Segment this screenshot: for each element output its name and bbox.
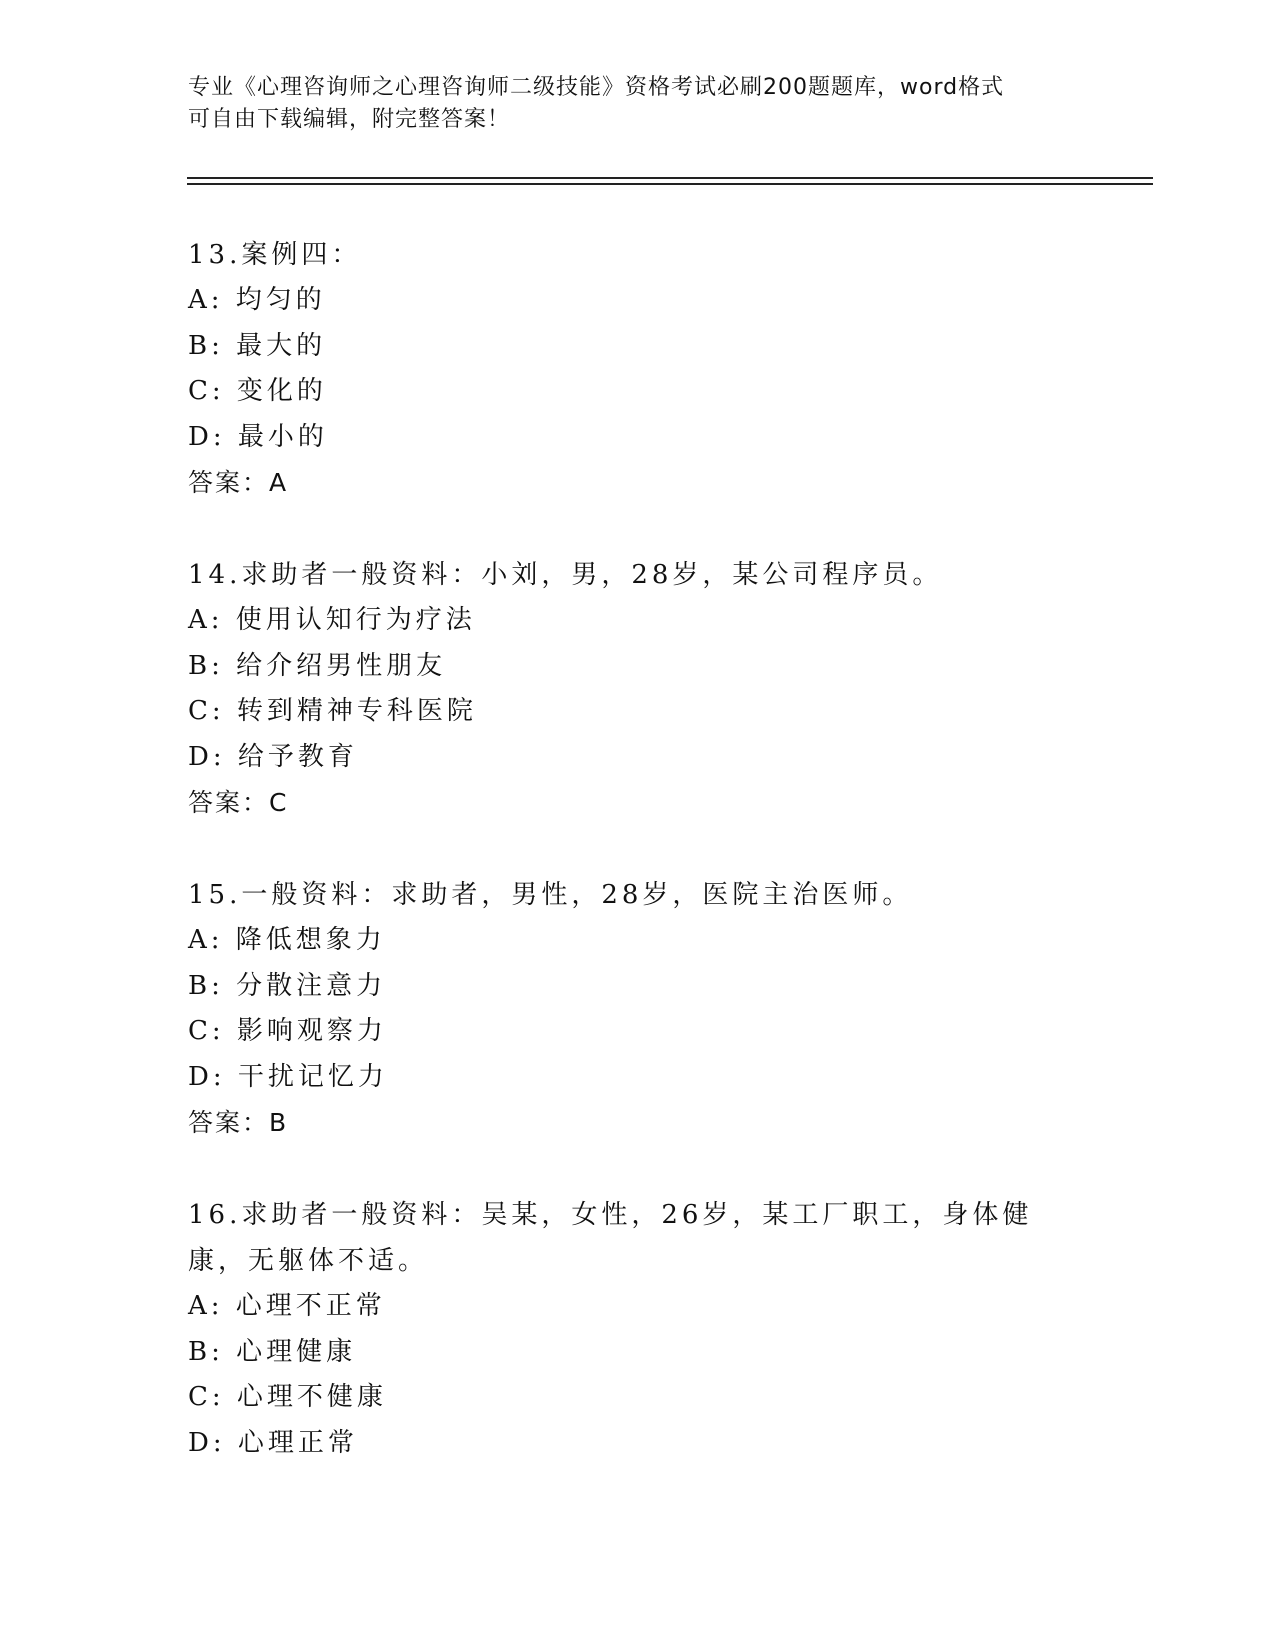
option-d: D: 最小的 — [188, 421, 328, 452]
option-c: C: 转到精神专科医院 — [188, 696, 477, 726]
question-stem: 14.求助者一般资料：小刘，男，28岁，某公司程序员。 — [188, 560, 943, 590]
option-a: A: 均匀的 — [188, 285, 326, 315]
option-b: B: 给介绍男性朋友 — [188, 650, 447, 681]
option-b: B: 最大的 — [188, 330, 327, 361]
question-15 — [188, 872, 1088, 1146]
option-b: B: 心理健康 — [188, 1336, 357, 1367]
question-16 — [188, 1192, 1088, 1466]
option-c: C: 影响观察力 — [188, 1016, 387, 1046]
option-a: A: 使用认知行为疗法 — [188, 605, 476, 635]
question-stem: 15.一般资料：求助者，男性，28岁，医院主治医师。 — [188, 880, 913, 910]
option-d: D: 干扰记忆力 — [188, 1061, 388, 1092]
option-a: A: 降低想象力 — [188, 925, 386, 955]
question-14 — [188, 552, 1088, 826]
header-divider-top — [187, 177, 1153, 179]
question-list — [188, 232, 1088, 1512]
option-a: A: 心理不正常 — [188, 1291, 386, 1321]
document-header: 专业《心理咨询师之心理咨询师二级技能》资格考试必刷200题题库，word格式 可自由下载编辑，附完整答案！ — [188, 75, 1005, 132]
option-c: C: 心理不健康 — [188, 1382, 387, 1412]
option-d: D: 心理正常 — [188, 1427, 358, 1458]
question-stem: 16.求助者一般资料：吴某，女性，26岁，某工厂职工，身体健康，无躯体不适。 — [188, 1200, 1033, 1276]
option-b: B: 分散注意力 — [188, 970, 387, 1001]
question-stem: 13.案例四： — [188, 240, 362, 270]
answer: 答案：C — [188, 788, 289, 817]
option-c: C: 变化的 — [188, 376, 327, 406]
header-divider-bottom — [187, 183, 1153, 185]
answer: 答案：A — [188, 468, 289, 497]
answer: 答案：B — [188, 1108, 289, 1137]
option-d: D: 给予教育 — [188, 741, 358, 772]
question-13 — [188, 232, 1088, 506]
